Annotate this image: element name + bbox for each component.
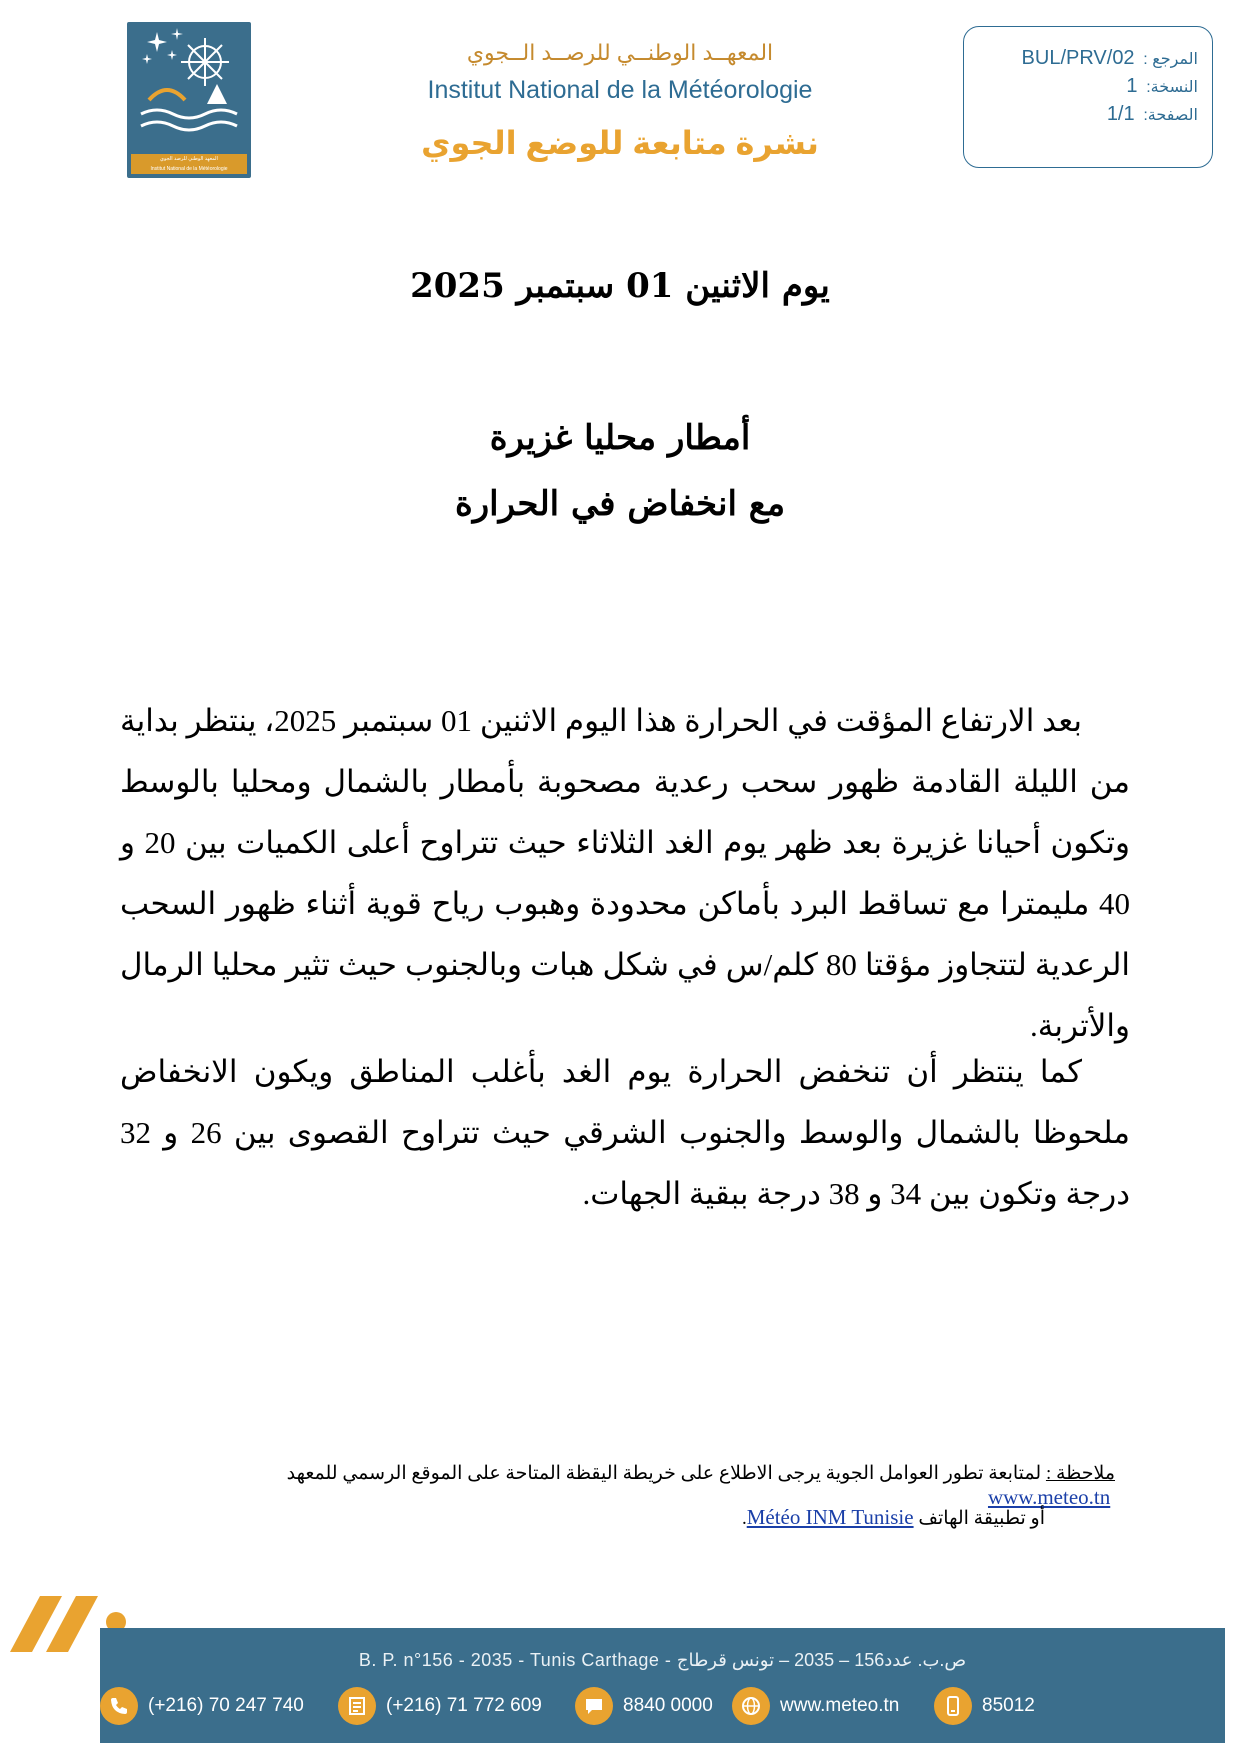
note-label: ملاحظة :	[1045, 1463, 1115, 1484]
version-value: 1	[1126, 75, 1138, 97]
note-line-1	[175, 1462, 1115, 1510]
note-line-2	[175, 1505, 1115, 1530]
body-paragraph-2: كما ينتظر أن تنخفض الحرارة يوم الغد بأغلب المناطق ويكون الانخفاض ملحوظا بالشمال والوسط والجنوب الشرقي حيث تتراوح القصوى بين 26 و 32 درجة وتكون بين 34 و 38 درجة ببقية الجهات.	[120, 1054, 1130, 1211]
contact-phone[interactable]	[100, 1686, 304, 1726]
bulletin-date: يوم الاثنين 01 سبتمبر 2025	[410, 266, 830, 306]
reference-box	[963, 26, 1213, 168]
bulletin-title: نشرة متابعة للوضع الجوي	[421, 125, 819, 161]
institute-name-ar: المعهــد الوطنــي للرصــد الــجوي	[466, 40, 774, 65]
globe-icon	[732, 1687, 770, 1725]
website-link[interactable]: www.meteo.tn	[987, 1485, 1111, 1509]
contact-fax[interactable]	[338, 1686, 542, 1726]
version-label: النسخة:	[1146, 79, 1198, 96]
contact-sms[interactable]	[934, 1686, 1035, 1726]
version-line	[964, 75, 1198, 103]
headline-line-1: أمطار محليا غزيرة	[489, 418, 751, 458]
reference-value: BUL/PRV/02	[1021, 47, 1135, 69]
reference-label: المرجع :	[1143, 51, 1198, 68]
note-or-text: أو تطبيقة الهاتف	[918, 1508, 1045, 1529]
institute-name-fr: Institut National de la Météorologie	[427, 76, 813, 104]
headline-line-2: مع انخفاض في الحرارة	[454, 484, 786, 524]
contact-website-text: www.meteo.tn	[780, 1695, 900, 1716]
contact-fax-text: (+216) 71 772 609	[386, 1695, 542, 1716]
fax-icon	[338, 1687, 376, 1725]
body-paragraph-1: بعد الارتفاع المؤقت في الحرارة هذا اليوم الاثنين 01 سبتمبر 2025، ينتظر بداية من الليلة القادمة ظهور سحب رعدية مصحوبة بأمطار بالشمال ومحليا بالوسط وتكون أحيانا غزيرة بعد ظهر يوم الغد الثلاثاء حيث تتراوح أعلى الكميات بين 20 و 40 مليمترا مع تساقط البرد بأماكن محدودة وهبوب رياح قوية أثناء ظهور السحب الرعدية لتتجاوز مؤقتا 80 كلم/س في شكل هبات وبالجنوب حيث تثير محليا الرمال والأتربة.	[120, 703, 1130, 1043]
phone-icon	[100, 1687, 138, 1725]
hotline-icon	[575, 1687, 613, 1725]
footer-address: B. P. n°156 - 2035 - Tunis Carthage - ص.ب. عدد156 – 2035 – تونس قرطاج	[358, 1650, 967, 1670]
app-link[interactable]: Météo INM Tunisie	[746, 1505, 914, 1529]
contact-phone-text: (+216) 70 247 740	[148, 1695, 304, 1716]
contact-sms-text: 85012	[982, 1695, 1035, 1716]
sms-icon	[934, 1687, 972, 1725]
note-text: لمتابعة تطور العوامل الجوية يرجى الاطلاع على خريطة اليقظة المتاحة على الموقع الرسمي للمعهد	[286, 1463, 1042, 1484]
page-label: الصفحة:	[1143, 107, 1198, 124]
contact-website[interactable]	[732, 1686, 899, 1726]
footer-bar	[100, 1628, 1225, 1743]
page-line	[964, 103, 1198, 131]
contact-hotline[interactable]	[575, 1686, 713, 1726]
app-suffix: .	[741, 1508, 747, 1529]
logo-caption: المعهد الوطني للرصد الجوي Institut National de la Météorologie	[131, 154, 247, 174]
logo-emblem-icon	[127, 22, 251, 152]
institute-logo	[127, 22, 251, 178]
reference-line	[964, 47, 1198, 75]
contact-hotline-text: 8840 0000	[623, 1695, 713, 1716]
page-value: 1/1	[1106, 103, 1135, 125]
